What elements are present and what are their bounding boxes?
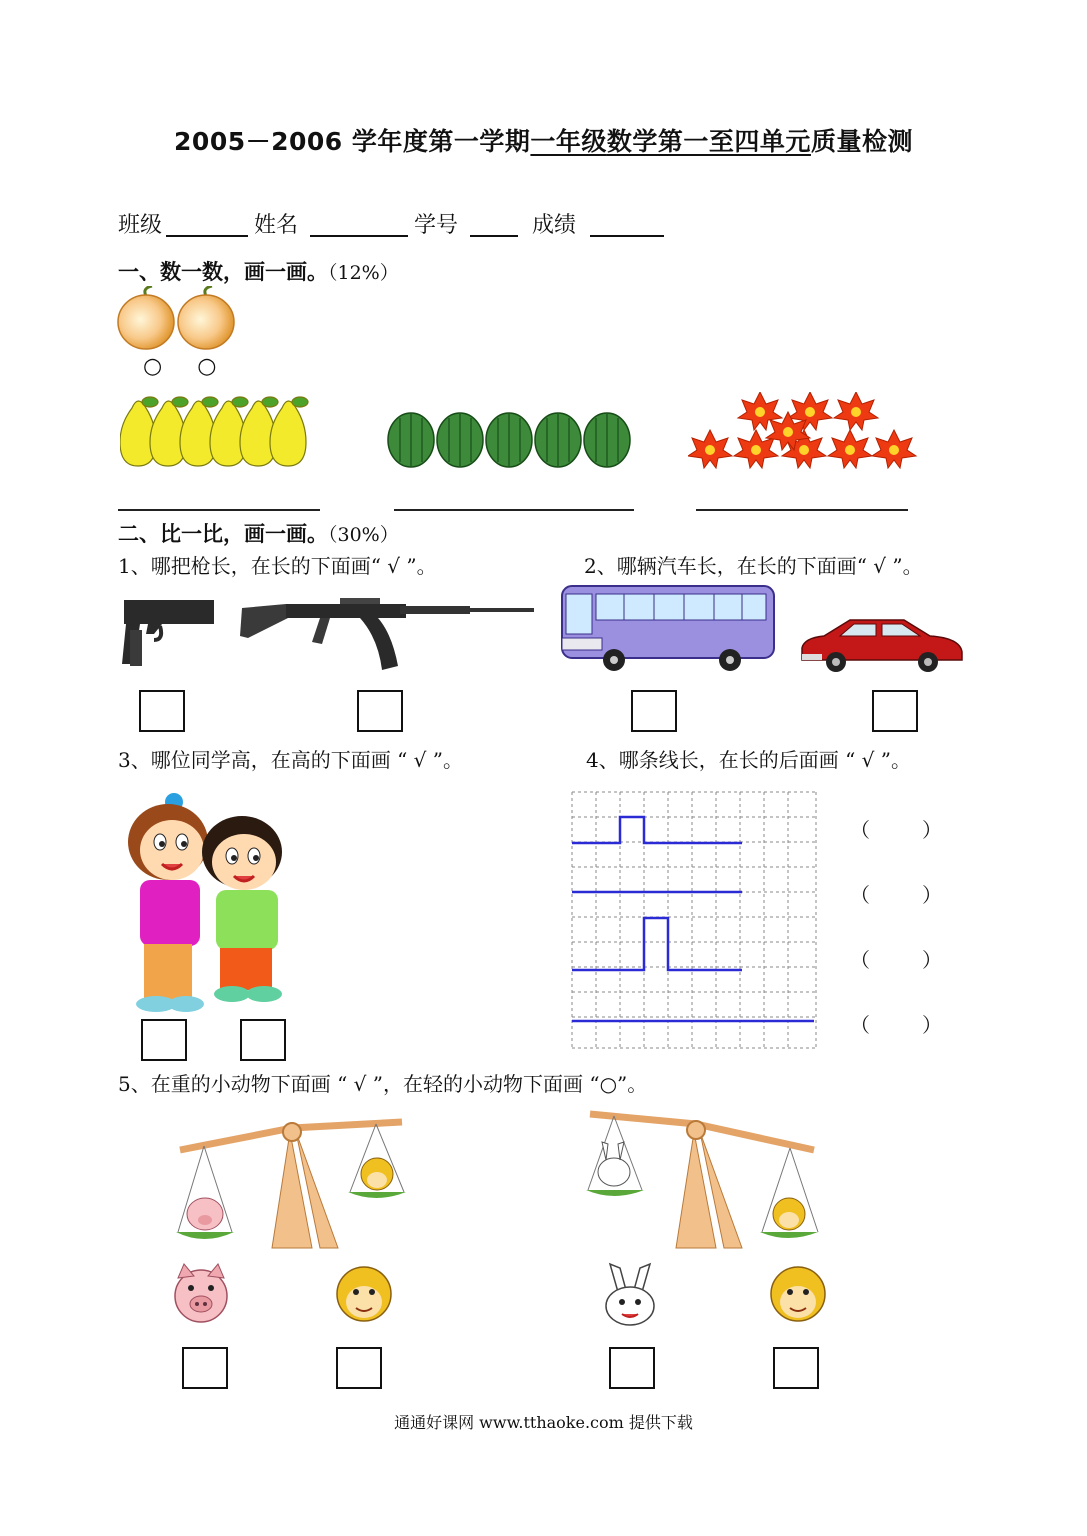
- pepper-group: [386, 408, 636, 470]
- pepper-icon: [584, 413, 630, 467]
- bus-icon: [556, 580, 778, 672]
- peach-icon: [118, 286, 174, 349]
- section1-points: （12%）: [328, 262, 399, 284]
- answer-box-bus[interactable]: [631, 690, 677, 732]
- question-5: 5、在重的小动物下面画 “ √ ”，在轻的小动物下面画 “○”。: [118, 1072, 648, 1096]
- answer-line-peppers[interactable]: [394, 509, 634, 511]
- name-label: 姓名: [254, 213, 299, 238]
- peach-group: [116, 286, 240, 350]
- name-blank[interactable]: [310, 209, 408, 237]
- answer-box-rifle[interactable]: [357, 690, 403, 732]
- question-4: 4、哪条线长，在长的后面画 “ √ ”。: [586, 748, 911, 772]
- students-illustration: [120, 790, 296, 1016]
- answer-line-pears[interactable]: [118, 509, 320, 511]
- answer-box-car[interactable]: [872, 690, 918, 732]
- example-circles: ○ ○: [143, 354, 231, 379]
- paren-open: （: [850, 818, 870, 842]
- pepper-icon: [535, 413, 581, 467]
- section2-heading: [118, 518, 399, 548]
- pear-group: [120, 388, 330, 470]
- pistol-icon: [120, 596, 218, 674]
- answer-box-pistol[interactable]: [139, 690, 185, 732]
- student-info-line: [118, 208, 670, 239]
- section1-heading: [118, 256, 399, 286]
- answer-box-pig[interactable]: [182, 1347, 228, 1389]
- paren-open: （: [850, 1013, 870, 1037]
- title-prefix: 2005－2006 学年度第一学期: [174, 127, 531, 156]
- paren-close: ）: [922, 1013, 942, 1037]
- rifle-icon: [240, 594, 536, 674]
- footer-credit: 通通好课网 www.tthaoke.com 提供下载: [394, 1413, 693, 1432]
- question-1: 1、哪把枪长，在长的下面画“ √ ”。: [118, 554, 437, 578]
- question-3: 3、哪位同学高，在高的下面画 “ √ ”。: [118, 748, 463, 772]
- answer-paren-b[interactable]: [850, 879, 942, 908]
- pear-icon: [270, 397, 308, 466]
- pig-icon: [187, 1198, 223, 1230]
- balance-scale-2: [584, 1110, 820, 1252]
- car-icon: [798, 614, 966, 674]
- title-grade: 一年级: [530, 127, 607, 156]
- monkey-icon: [361, 1158, 393, 1190]
- paren-close: ）: [922, 948, 942, 972]
- section2-points: （30%）: [328, 524, 399, 546]
- answer-box-girl[interactable]: [141, 1019, 187, 1061]
- peach-icon: [178, 286, 234, 349]
- maple-leaf-icon: [828, 430, 872, 468]
- boy-figure: [202, 816, 282, 1002]
- title-suffix: 质量检测: [810, 127, 913, 156]
- paren-open: （: [850, 883, 870, 907]
- balance-scale-1: [172, 1118, 410, 1252]
- answer-box-monkey-2[interactable]: [773, 1347, 819, 1389]
- maple-leaf-icon: [834, 392, 878, 430]
- maple-leaf-icon: [872, 430, 916, 468]
- rabbit-icon: [602, 1262, 658, 1328]
- maple-leaf-icon: [688, 430, 732, 468]
- page-title: [0, 122, 1087, 158]
- answer-paren-d[interactable]: [850, 1009, 942, 1038]
- question-2: 2、哪辆汽车长，在长的下面画“ √ ”。: [584, 554, 923, 578]
- answer-line-leaves[interactable]: [696, 509, 908, 511]
- section1-heading-text: 一、数一数，画一画。: [118, 259, 328, 284]
- pepper-icon: [388, 413, 434, 467]
- monkey-icon: [768, 1264, 828, 1326]
- answer-box-boy[interactable]: [240, 1019, 286, 1061]
- pig-icon: [172, 1262, 230, 1326]
- title-subject: 数学第一至四单元: [606, 127, 811, 156]
- pepper-icon: [486, 413, 532, 467]
- id-label: 学号: [414, 213, 459, 238]
- girl-figure: [128, 793, 208, 1012]
- maple-leaf-group: [688, 392, 920, 472]
- paren-close: ）: [922, 818, 942, 842]
- score-label: 成绩: [532, 213, 577, 238]
- pepper-icon: [437, 413, 483, 467]
- line-grid: [570, 790, 818, 1052]
- paren-close: ）: [922, 883, 942, 907]
- answer-paren-a[interactable]: [850, 814, 942, 843]
- answer-box-rabbit[interactable]: [609, 1347, 655, 1389]
- monkey-icon: [773, 1198, 805, 1230]
- answer-box-monkey-1[interactable]: [336, 1347, 382, 1389]
- paren-open: （: [850, 948, 870, 972]
- answer-paren-c[interactable]: [850, 944, 942, 973]
- score-blank[interactable]: [590, 209, 664, 237]
- monkey-icon: [334, 1264, 394, 1326]
- id-blank[interactable]: [470, 209, 518, 237]
- section2-heading-text: 二、比一比，画一画。: [118, 521, 328, 546]
- class-label: 班级: [118, 213, 163, 238]
- class-blank[interactable]: [166, 209, 248, 237]
